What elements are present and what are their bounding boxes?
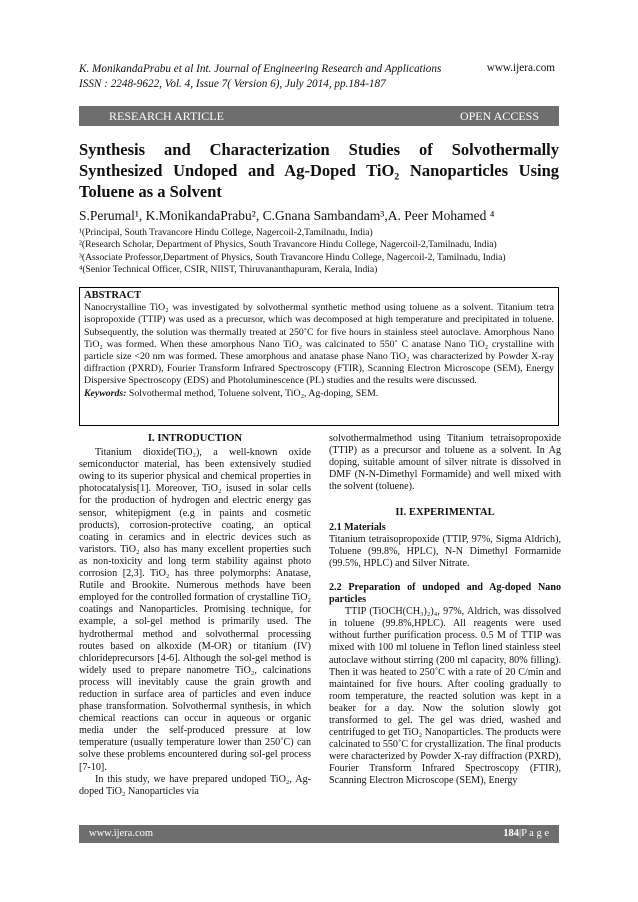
abstract-body: Nanocrystalline TiO₂ was investigated by solvothermal synthetic method using toluene as a solvent. Titanium tetra isopropoxide (TTIP) was used as a precursor, which was decomposed at high temperature and precipitated in toluene. Subsequently, the solution was thermally treated at 250˚C for five hours in stainless steel autoclave. Amorphous Nano TiO₂ was formed. When these amorphous Nano TiO₂ was calcinated to 550˚ C anatase Nano TiO₂ crystalline with particle size <20 nm was formed. These amorphous and anatase phase Nano TiO₂ was characterized by Powder X-ray diffraction (PXRD), Fourier Transform Infrared Spectroscopy (FTIR), Scanning Electron Microscope (SEM), Energy Dispersive Spectroscopy (EDS) and Photoluminescence (PL) studies and the results were discussed. xyxy=(84,302,554,387)
journal-website[interactable]: www.ijera.com xyxy=(486,62,555,74)
materials-paragraph: Titanium tetraisopropoxide (TTIP, 97%, Sigma Aldrich), Toluene (99.8%, HPLC), N-N Dimethyl Formamide (99.5%, HPLC) and Silver Nitrate. xyxy=(329,533,561,569)
left-column xyxy=(79,433,311,798)
introduction-heading: I. INTRODUCTION xyxy=(147,433,243,444)
article-type-band xyxy=(79,106,559,126)
affiliation-2: ²(Research Scholar, Department of Physics, South Travancore Hindu College, Nagercoil-2,Tamilnadu, India) xyxy=(79,239,497,251)
affiliation-1: ¹(Principal, South Travancore Hindu College, Nagercoil-2,Tamilnadu, India) xyxy=(79,227,373,238)
experimental-heading: II. EXPERIMENTAL xyxy=(395,507,495,519)
affiliations xyxy=(79,227,506,277)
abstract-box xyxy=(79,287,559,426)
author-list: S.Perumal¹, K.MonikandaPrabu², C.Gnana Sambandam³,A. Peer Mohamed ⁴ xyxy=(79,208,495,223)
intro-paragraph-1: Titanium dioxide(TiO₂), a well-known oxide semiconductor material, has been extensively studied owing to its superior physical and chemical properties in photocatalysis[1]. Moreover, TiO₂ isused in solar cells for the production of hydrogen and electric energy gas sensor, whitepigment (e.g in paints and cosmetic products), corrosion-protective coating, an optical coating in ceramics and in electric devices such as varistors. TiO₂ also has many excellent properties such as non-toxicity and long term stability against photo corrosion [2,3]. TiO₂ has three polymorphs: Anatase, Rutile and Brookite. Numerous methods have been employed for the controlled formation of crystalline TiO₂ coatings and Nanoparticles. Promising technique, for example, a sol-gel method is primarily used. The hydrothermal method and solvothermal processing routes based on alkoxide (M-OR) or titanium (IV) chlorideprecursors [4-6]. Although the sol-gel method is widely used to prepare nanometre TiO₂, calcinations process will inevitably cause the grain growth and reduction in surface area of particles and even induce phase transformation. Solvothermal synthesis, in which chemical reactions can occur in aqueous or organic media under the self-produced pressure at low temperature (usually temperature lower than 250˚C) can solve these problems encountered during sol-gel process [7-10]. xyxy=(79,447,311,773)
materials-subheading: 2.1 Materials xyxy=(329,521,386,533)
journal-citation xyxy=(79,62,441,92)
research-article-label: RESEARCH ARTICLE xyxy=(109,109,224,123)
paper-title: Synthesis and Characterization Studies of Solvothermally Synthesized Undoped and Ag-Doped TiO₂ Nanoparticles Using Toluene as a Solvent xyxy=(79,140,559,201)
keywords-text: Solvothermal method, Toluene solvent, TiO₂, Ag-doping, SEM. xyxy=(126,387,379,399)
citation-line-1: K. MonikandaPrabu et al Int. Journal of Engineering Research and Applications xyxy=(79,63,442,75)
affiliation-3: ³(Associate Professor,Department of Physics, South Travancore Hindu College, Nagercoil-2, Tamilnadu, India) xyxy=(79,251,506,263)
keywords-label: Keywords: xyxy=(84,387,127,399)
intro-paragraph-continued: solvothermalmethod using Titanium tetraisopropoxide (TTIP) as a precursor and toluene as a solvent. In Ag doping, suitable amount of silver nitrate is dissolved in DMF (N-N-Dimethyl Formamide) and well mixed with the solvent (toluene). xyxy=(329,433,561,493)
preparation-subheading: 2.2 Preparation of undoped and Ag-doped Nano particles xyxy=(329,581,561,606)
right-column xyxy=(329,433,561,788)
page-number-value: 184 xyxy=(503,828,519,839)
page-footer xyxy=(79,825,559,843)
intro-paragraph-2: In this study, we have prepared undoped TiO₂, Ag-doped TiO₂ Nanoparticles via xyxy=(79,773,311,797)
preparation-paragraph: TTIP (TiOCH(CH₃)₂)₄, 97%, Aldrich, was dissolved in toluene (99.8%,HPLC). All reagents were used without further purification process. 0.5 M of TTIP was mixed with 100 ml toluene in Teflon lined stainless steel autoclave without stirring (200 ml capacity, 80% filling). Then it was heated to 250˚C with a rate of 20 C/min and maintained for five hours. After cooling gradually to room temperature, the reacted solution was kept in a beaker for a day. Now the solution slowly got transformed to gel. The gel was dried, washed and centrifuged to get TiO₂ Nanoparticles. The products were calcinated to 550˚C for crystallization. The final products were characterized by Powder X-ray diffraction (PXRD), Fourier Transform Infrared Spectroscopy (FTIR), Scanning Electron Microscope (SEM), Energy xyxy=(329,606,561,787)
abstract-heading: ABSTRACT xyxy=(84,290,142,301)
affiliation-4: ⁴(Senior Technical Officer, CSIR, NIIST, Thiruvananthapuram, Kerala, India) xyxy=(79,264,378,276)
page-number xyxy=(503,828,549,839)
open-access-label: OPEN ACCESS xyxy=(459,109,539,123)
page-suffix: |P a g e xyxy=(519,828,549,839)
footer-website[interactable]: www.ijera.com xyxy=(89,828,154,839)
citation-line-2: ISSN : 2248-9622, Vol. 4, Issue 7( Version 6), July 2014, pp.184-187 xyxy=(79,78,386,90)
keywords-line xyxy=(84,388,554,400)
